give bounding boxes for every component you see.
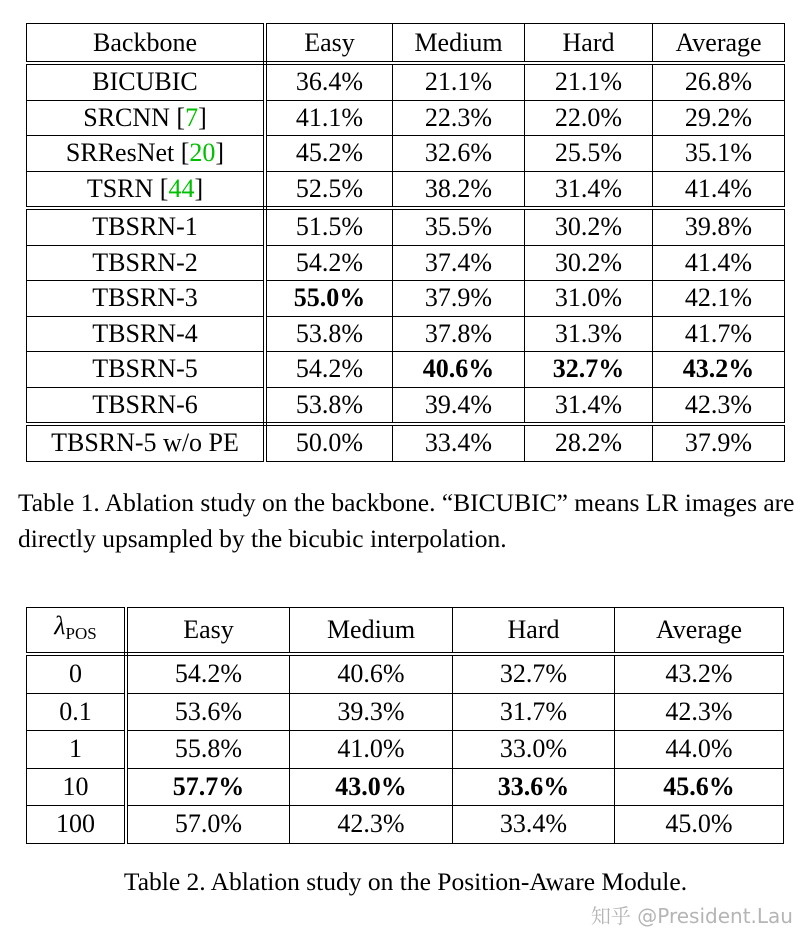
easy-value: 57.0% xyxy=(126,806,290,844)
easy-value: 36.4% xyxy=(265,63,393,100)
hard-value: 30.2% xyxy=(525,245,653,281)
medium-value: 39.4% xyxy=(393,387,525,424)
table-row xyxy=(27,136,785,172)
table-row xyxy=(27,352,785,388)
header-medium: Medium xyxy=(290,608,453,655)
table-row xyxy=(27,806,784,844)
lambda-value: 1 xyxy=(27,731,127,769)
medium-value: 40.6% xyxy=(290,654,453,693)
lambda-value: 0 xyxy=(27,654,127,693)
average-value: 41.4% xyxy=(653,171,785,208)
hard-value: 31.3% xyxy=(525,316,653,352)
backbone-name: TBSRN-3 xyxy=(27,281,266,317)
medium-value: 32.6% xyxy=(393,136,525,172)
lambda-value: 10 xyxy=(27,768,127,806)
medium-value: 37.9% xyxy=(393,281,525,317)
easy-value: 55.8% xyxy=(126,731,290,769)
header-average: Average xyxy=(653,24,785,64)
average-value: 41.4% xyxy=(653,245,785,281)
hard-value: 31.4% xyxy=(525,387,653,424)
medium-value: 41.0% xyxy=(290,731,453,769)
backbone-name: TBSRN-2 xyxy=(27,245,266,281)
table-2-caption: Table 2. Ablation study on the Position-Aware Module. xyxy=(123,867,688,896)
table-row xyxy=(27,654,784,693)
average-value: 29.2% xyxy=(653,100,785,136)
backbone-name: TBSRN-1 xyxy=(27,208,266,245)
average-value-best: 43.2% xyxy=(653,352,785,388)
average-value: 39.8% xyxy=(653,208,785,245)
hard-value: 31.4% xyxy=(525,171,653,208)
average-value: 37.9% xyxy=(653,424,785,461)
table-2-position-aware-ablation xyxy=(26,607,784,844)
average-value: 41.7% xyxy=(653,316,785,352)
table-row xyxy=(27,63,785,100)
hard-value: 21.1% xyxy=(525,63,653,100)
hard-value-best: 32.7% xyxy=(525,352,653,388)
table-2-header-row xyxy=(27,608,784,655)
medium-value: 35.5% xyxy=(393,208,525,245)
average-value: 26.8% xyxy=(653,63,785,100)
hard-value: 30.2% xyxy=(525,208,653,245)
header-average: Average xyxy=(615,608,784,655)
average-value: 43.2% xyxy=(615,654,784,693)
medium-value: 22.3% xyxy=(393,100,525,136)
table-row xyxy=(27,731,784,769)
easy-value: 45.2% xyxy=(265,136,393,172)
easy-value: 54.2% xyxy=(126,654,290,693)
table-1-backbone-ablation xyxy=(26,23,785,462)
lambda-value: 0.1 xyxy=(27,693,127,731)
lambda-subscript: POS xyxy=(65,624,97,643)
easy-value: 53.8% xyxy=(265,387,393,424)
hard-value: 31.0% xyxy=(525,281,653,317)
easy-value: 50.0% xyxy=(265,424,393,461)
table-row xyxy=(27,245,785,281)
medium-value: 37.4% xyxy=(393,245,525,281)
medium-value: 42.3% xyxy=(290,806,453,844)
easy-value: 52.5% xyxy=(265,171,393,208)
average-value: 45.0% xyxy=(615,806,784,844)
hard-value: 31.7% xyxy=(453,693,615,731)
average-value: 35.1% xyxy=(653,136,785,172)
backbone-name: SRResNet [20] xyxy=(27,136,266,172)
medium-value: 33.4% xyxy=(393,424,525,461)
citation-link[interactable]: 7 xyxy=(185,102,199,132)
hard-value: 33.0% xyxy=(453,731,615,769)
easy-value: 54.2% xyxy=(265,352,393,388)
easy-value: 51.5% xyxy=(265,208,393,245)
hard-value: 25.5% xyxy=(525,136,653,172)
medium-value: 21.1% xyxy=(393,63,525,100)
header-lambda-pos xyxy=(27,608,127,655)
average-value-best: 45.6% xyxy=(615,768,784,806)
header-medium: Medium xyxy=(393,24,525,64)
medium-value: 37.8% xyxy=(393,316,525,352)
table-row xyxy=(27,424,785,461)
watermark: 知乎 @President.Lau xyxy=(590,904,793,928)
backbone-name: BICUBIC xyxy=(27,63,266,100)
table-1-header-row xyxy=(27,24,785,64)
hard-value-best: 33.6% xyxy=(453,768,615,806)
table-row xyxy=(27,208,785,245)
average-value: 44.0% xyxy=(615,731,784,769)
table-row xyxy=(27,768,784,806)
backbone-name: TBSRN-4 xyxy=(27,316,266,352)
hard-value: 33.4% xyxy=(453,806,615,844)
table-1-caption: Table 1. Ablation study on the backbone. “BICUBIC” means LR images are directly upsampled by the bicubic interpolation. xyxy=(18,488,795,553)
table-row xyxy=(27,100,785,136)
lambda-symbol: λ xyxy=(54,611,66,640)
hard-value: 22.0% xyxy=(525,100,653,136)
backbone-name: TBSRN-6 xyxy=(27,387,266,424)
average-value: 42.1% xyxy=(653,281,785,317)
easy-value: 41.1% xyxy=(265,100,393,136)
backbone-name: TBSRN-5 xyxy=(27,352,266,388)
header-hard: Hard xyxy=(453,608,615,655)
table-row xyxy=(27,316,785,352)
table-row xyxy=(27,171,785,208)
citation-link[interactable]: 44 xyxy=(168,173,195,203)
table-row xyxy=(27,693,784,731)
average-value: 42.3% xyxy=(615,693,784,731)
backbone-name: TSRN [44] xyxy=(27,171,266,208)
lambda-value: 100 xyxy=(27,806,127,844)
table-row xyxy=(27,387,785,424)
citation-link[interactable]: 20 xyxy=(189,138,216,168)
medium-value: 38.2% xyxy=(393,171,525,208)
header-easy: Easy xyxy=(126,608,290,655)
average-value: 42.3% xyxy=(653,387,785,424)
easy-value: 53.6% xyxy=(126,693,290,731)
backbone-name: TBSRN-5 w/o PE xyxy=(27,424,266,461)
backbone-name: SRCNN [7] xyxy=(27,100,266,136)
header-easy: Easy xyxy=(265,24,393,64)
easy-value-best: 55.0% xyxy=(265,281,393,317)
easy-value-best: 57.7% xyxy=(126,768,290,806)
medium-value: 39.3% xyxy=(290,693,453,731)
table-row xyxy=(27,281,785,317)
header-backbone: Backbone xyxy=(27,24,266,64)
header-hard: Hard xyxy=(525,24,653,64)
easy-value: 53.8% xyxy=(265,316,393,352)
easy-value: 54.2% xyxy=(265,245,393,281)
medium-value-best: 40.6% xyxy=(393,352,525,388)
medium-value-best: 43.0% xyxy=(290,768,453,806)
hard-value: 32.7% xyxy=(453,654,615,693)
hard-value: 28.2% xyxy=(525,424,653,461)
